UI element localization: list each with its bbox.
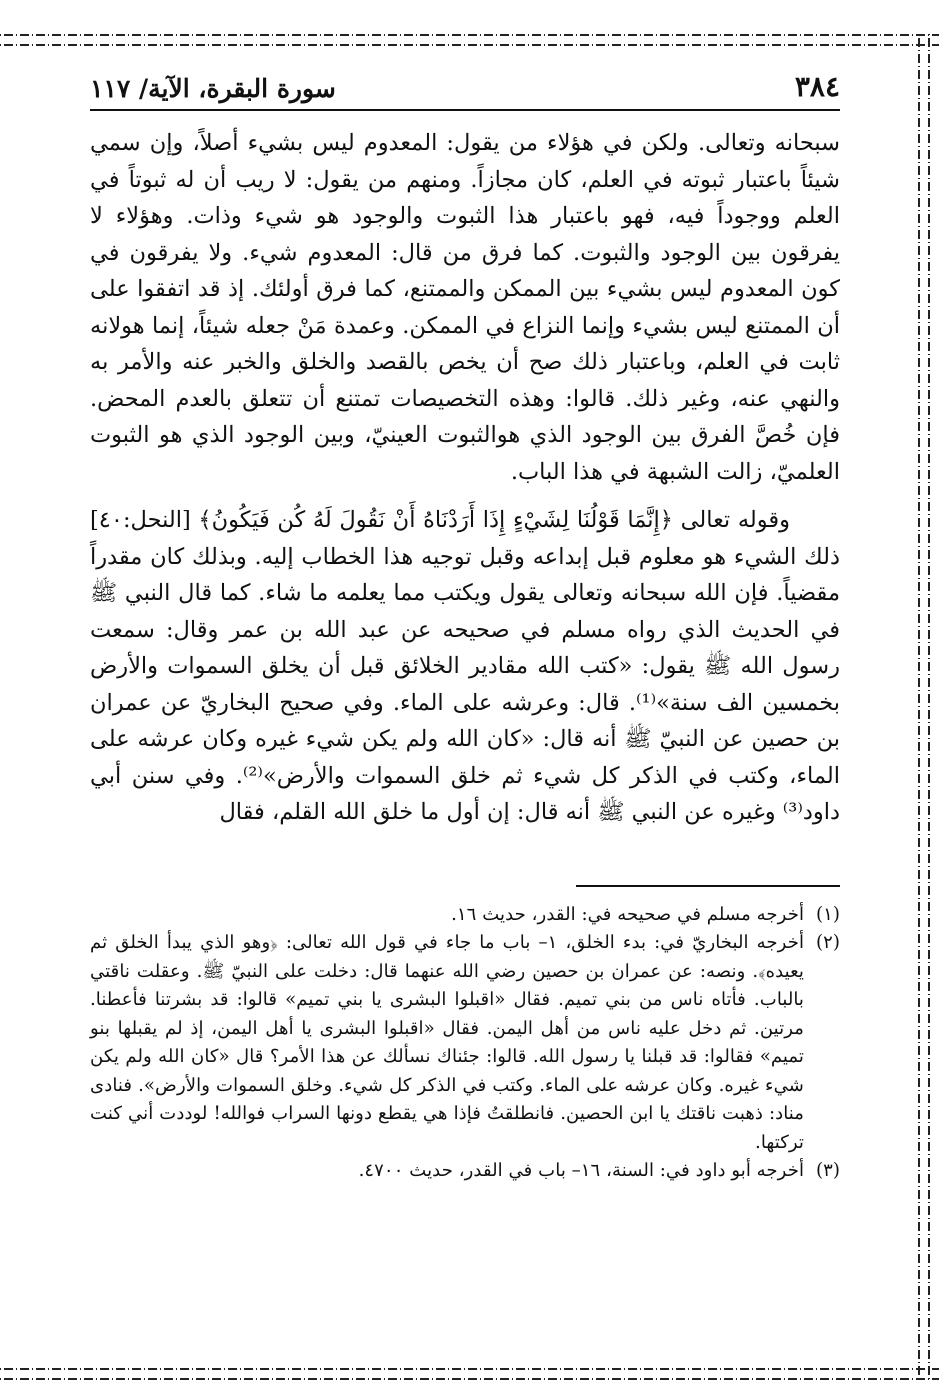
footnote <box>90 901 840 930</box>
paragraph: سبحانه وتعالى. ولكن في هؤلاء من يقول: المعدوم ليس بشيء أصلاً، وإن سمي شيئاً باعتبار ثبوته في العلم، كان مجازاً. ومنهم من يقول: لا ريب أن له ثبوتاً في العلم ووجوداً فيه، فهو باعتبار هذا الثبوت والوجود هو شيء وذات. وهؤلاء لا يفرقون بين الوجود والثبوت. كما فرق من قال: المعدوم شيء. ولا يفرقون في كون المعدوم ليس بشيء بين الممكن والممتنع، كما فرق أولئك. إذ قد اتفقوا على أن الممتنع ليس بشيء وإنما النزاع في الممكن. وعمدة مَنْ جعله شيئاً، إنما هولانه ثابت في العلم، وباعتبار ذلك صح أن يخص بالقصد والخلق والخبر عنه والأمر به والنهي عنه، وغير ذلك. قالوا: وهذه التخصيصات تمتنع أن تتعلق بالعدم المحض. فإن خُصَّ الفرق بين الوجود الذي هوالثبوت العينيّ، وبين الوجود الذي هو الثبوت العلميّ، زالت الشبهة في هذا الباب. <box>90 130 840 485</box>
body-text <box>90 125 840 831</box>
surah-title: سورة البقرة، الآية/ ١١٧ <box>90 74 336 103</box>
bottom-border <box>0 1368 939 1380</box>
footnote-number: (١) <box>816 903 840 925</box>
footnote-text: أخرجه البخاريّ في: بدء الخلق، ١– باب ما جاء في قول الله تعالى: ﴿وهو الذي يبدأ الخلق ثم يعيده﴾. ونصه: عن عمران بن حصين رضي الله عنهما قال: دخلت على النبيّ ﷺ. وعقلت ناقتي بالباب. فأتاه ناس من بني تميم. فقال «اقبلوا البشرى يا بني تميم» قالوا: قد بشرتنا فأعطنا. مرتين. ثم دخل عليه ناس من أهل اليمن. فقال «اقبلوا البشرى يا أهل اليمن، إذ لم يقبلها بنو تميم» فقالوا: قد قبلنا يا رسول الله. قالوا: جئناك نسألك عن هذا الأمر؟ قال «كان الله ولم يكن شيء غيره. وكان عرشه على الماء. وكتب في الذكر كل شيء. وخلق السموات والأرض». فنادى مناد: ذهبت ناقتك يا ابن الحصين. فانطلقتُ فإذا هي يقطع دونها السراب فوالله! لوددت أني كنت تركتها. <box>90 932 804 1153</box>
footnote <box>90 929 840 1157</box>
page <box>90 70 840 1186</box>
footnotes <box>90 901 840 1186</box>
top-border <box>0 34 939 46</box>
running-header <box>90 70 840 111</box>
footnote-number: (٣) <box>816 1160 840 1181</box>
footnote-text: أخرجه أبو داود في: السنة، ١٦– باب في القدر، حديث ٤٧٠٠. <box>358 1160 804 1181</box>
footnote-number: (٢) <box>816 932 840 953</box>
side-border <box>918 34 930 1380</box>
footnote <box>90 1157 840 1186</box>
footnote-rule <box>576 885 840 887</box>
page-number: ٣٨٤ <box>794 70 840 103</box>
paragraph: وقوله تعالى ﴿إِنَّمَا قَوْلُنَا لِشَيْءٍ إِذَا أَرَدْنَاهُ أَنْ نَقُولَ لَهُ كُن فَيَكُونُ﴾ [النحل:٤٠] ذلك الشيء هو معلوم قبل إبداعه وقبل توجيه هذا الخطاب إليه. وبذلك كان مقدراً مقضياً. فإن الله سبحانه وتعالى يقول ويكتب مما يعلمه ما شاء. كما قال النبي ﷺ في الحديث الذي رواه مسلم في صحيحه عن عبد الله بن عمر وقال: سمعت رسول الله ﷺ يقول: «كتب الله مقادير الخلائق قبل أن يخلق السموات والأرض بخمسين الف سنة»⁽¹⁾. قال: وعرشه على الماء. وفي صحيح البخاريّ عن عمران بن حصين عن النبيّ ﷺ أنه قال: «كان الله ولم يكن شيء غيره وكان عرشه على الماء، وكتب في الذكر كل شيء ثم خلق السموات والأرض»⁽²⁾. وفي سنن أبي داود⁽³⁾ وغيره عن النبي ﷺ أنه قال: إن أول ما خلق الله القلم، فقال <box>90 507 840 825</box>
footnote-text: أخرجه مسلم في صحيحه في: القدر، حديث ١٦. <box>451 903 804 925</box>
